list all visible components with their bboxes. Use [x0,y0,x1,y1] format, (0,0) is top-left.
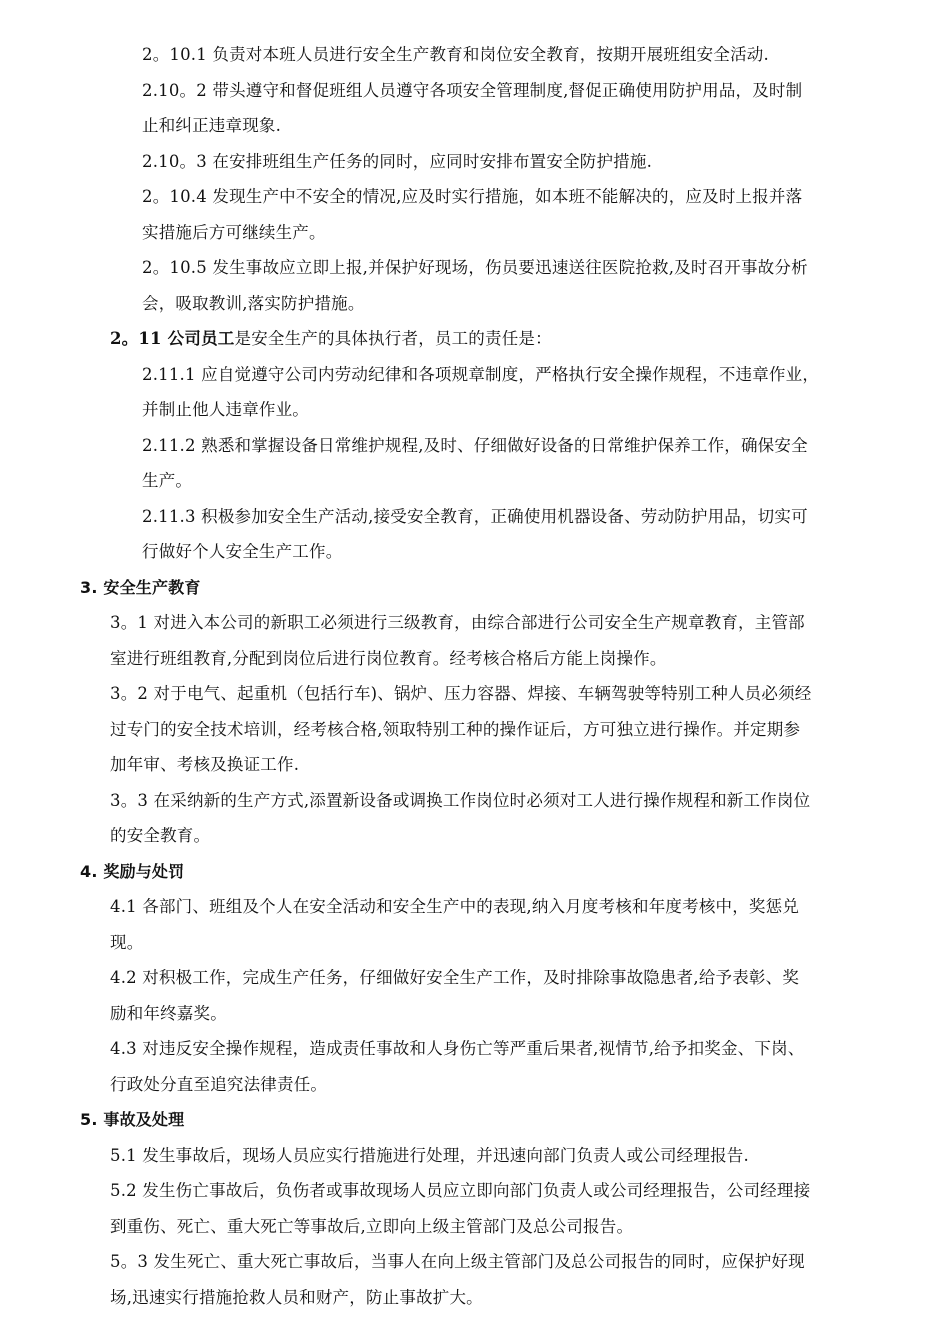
para-4-1-line2: 现。 [110,933,144,952]
para-3-3-line2: 的安全教育。 [110,826,211,845]
section-3-heading: 3. 安全生产教育 [80,578,201,597]
para-2-11-heading [110,328,552,350]
para-2-11-1-line2: 并制止他人违章作业。 [142,400,309,419]
para-2-10-4-line2: 实措施后方可继续生产。 [142,223,326,242]
para-5-2-line1: 5.2 发生伤亡事故后，负伤者或事故现场人员应立即向部门负责人或公司经理报告，公司经理接 [110,1181,811,1200]
para-2-10-2-line2: 止和纠正违章现象. [142,116,282,135]
para-3-2-line1: 3。2 对于电气、起重机（包括行车)、锅炉、压力容器、焊接、车辆驾驶等特别工种人员必须经 [110,684,812,703]
para-4-3-line1: 4.3 对违反安全操作规程，造成责任事故和人身伤亡等严重后果者,视情节,给予扣奖金、下岗、 [110,1039,805,1058]
para-3-2-line2: 过专门的安全技术培训，经考核合格,领取特别工种的操作证后，方可独立进行操作。并定期参 [110,720,801,739]
para-4-2-line1: 4.2 对积极工作，完成生产任务，仔细做好安全生产工作，及时排除事故隐患者,给予表彰、奖 [110,968,800,987]
para-2-10-2-line1: 2.10。2 带头遵守和督促班组人员遵守各项安全管理制度,督促正确使用防护用品，及时制 [142,81,803,100]
para-3-2-line3: 加年审、考核及换证工作. [110,755,300,774]
para-3-3-line1: 3。3 在采纳新的生产方式,添置新设备或调换工作岗位时必须对工人进行操作规程和新工作岗位 [110,791,811,810]
para-5-2-line2: 到重伤、死亡、重大死亡等事故后,立即向上级主管部门及总公司报告。 [110,1217,634,1236]
para-2-11-3-line1: 2.11.3 积极参加安全生产活动,接受安全教育，正确使用机器设备、劳动防护用品，切实可 [142,507,808,526]
section-4-heading: 4. 奖励与处罚 [80,862,185,881]
para-2-11-bold-label: 2。11 公司员工 [110,329,235,348]
para-2-10-5-line1: 2。10.5 发生事故应立即上报,并保护好现场，伤员要迅速送往医院抢救,及时召开事故分析 [142,258,808,277]
para-5-3-line2: 场,迅速实行措施抢救人员和财产，防止事故扩大。 [110,1288,483,1307]
section-5-heading: 5. 事故及处理 [80,1110,185,1129]
para-2-10-3-line1: 2.10。3 在安排班组生产任务的同时，应同时安排布置安全防护措施. [142,152,653,171]
para-3-1-line1: 3。1 对进入本公司的新职工必须进行三级教育，由综合部进行公司安全生产规章教育，主管部 [110,613,805,632]
para-4-2-line2: 励和年终嘉奖。 [110,1004,227,1023]
para-4-3-line2: 行政处分直至追究法律责任。 [110,1075,328,1094]
para-2-11-2-line2: 生产。 [142,471,193,490]
para-2-10-1-line1: 2。10.1 负责对本班人员进行安全生产教育和岗位安全教育，按期开展班组安全活动. [142,45,769,64]
para-3-1-line2: 室进行班组教育,分配到岗位后进行岗位教育。经考核合格后方能上岗操作。 [110,649,667,668]
para-2-11-1-line1: 2.11.1 应自觉遵守公司内劳动纪律和各项规章制度，严格执行安全操作规程，不违章作业， [142,365,820,384]
para-5-1-line1: 5.1 发生事故后，现场人员应实行措施进行处理，并迅速向部门负责人或公司经理报告. [110,1146,749,1165]
para-2-11-2-line1: 2.11.2 熟悉和掌握设备日常维护规程,及时、仔细做好设备的日常维护保养工作，确保安全 [142,436,808,455]
para-2-11-3-line2: 行做好个人安全生产工作。 [142,542,343,561]
para-2-10-4-line1: 2。10.4 发现生产中不安全的情况,应及时实行措施，如本班不能解决的，应及时上报并落 [142,187,803,206]
para-2-10-5-line2: 会，吸取教训,落实防护措施。 [142,294,365,313]
para-4-1-line1: 4.1 各部门、班组及个人在安全活动和安全生产中的表现,纳入月度考核和年度考核中，奖惩兑 [110,897,800,916]
para-2-11-text: 是安全生产的具体执行者，员工的责任是： [234,329,552,348]
para-5-3-line1: 5。3 发生死亡、重大死亡事故后，当事人在向上级主管部门及总公司报告的同时，应保护好现 [110,1252,805,1271]
